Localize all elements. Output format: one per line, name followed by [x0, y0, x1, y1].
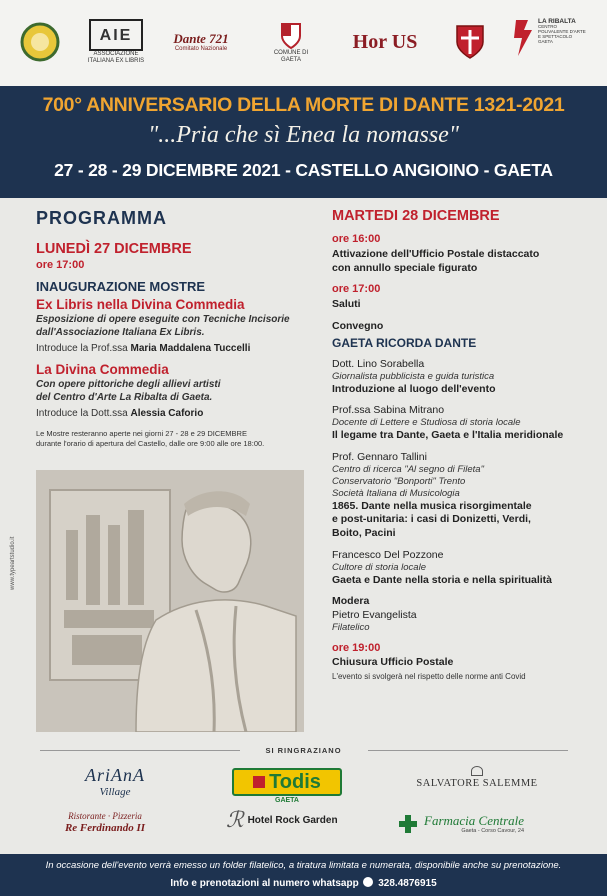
aie-caption: ASSOCIAZIONE ITALIANA EX LIBRIS: [87, 51, 145, 64]
rock-garden-name: Hotel Rock Garden: [247, 814, 338, 826]
speaker-tallini: [332, 451, 594, 541]
speaker-2-role: Docente di Lettere e Studiosa di storia locale: [332, 417, 521, 429]
speaker-3-name: Prof. Gennaro Tallini: [332, 450, 427, 463]
speaker-3-talk-3: Boito, Pacini: [332, 526, 396, 539]
horus-mark: Hor US: [352, 31, 418, 53]
todis-icon: [253, 776, 265, 788]
divina-commedia-intro-name: Alessia Caforio: [130, 408, 204, 419]
ariana-sub: Village: [99, 785, 131, 798]
divina-commedia-intro-label: Introduce la Dott.ssa: [36, 408, 128, 419]
exhibit-hours-note-1: Le Mostre resteranno aperte nei giorni 27 - 28 e 29 DICEMBRE: [36, 429, 247, 438]
footer-bar: [0, 854, 607, 896]
moderator-name: Pietro Evangelista: [332, 608, 417, 621]
farmacia-name: Farmacia Centrale: [424, 813, 525, 828]
footer-contact-label: Info e prenotazioni al numero whatsapp: [170, 878, 359, 889]
slot-1600-time: ore 16:00: [332, 233, 381, 245]
event-quote: "...Pria che sì Enea la nomasse": [148, 122, 459, 148]
salemme-crest-icon: [471, 766, 483, 776]
dante-721-logo-icon: [168, 18, 234, 66]
speaker-3-role-3: Società Italiana di Musicologia: [332, 487, 460, 499]
horus-logo-icon: [342, 18, 428, 66]
dante-statue-icon: [36, 470, 304, 732]
slot-1700-time: ore 17:00: [332, 283, 381, 296]
sponsor-salemme: [414, 766, 540, 790]
inauguration-heading: INAUGURAZIONE MOSTRE: [36, 279, 205, 294]
logo-strip: [0, 0, 607, 86]
ex-libris-intro: [36, 342, 311, 355]
ex-libris-intro-label: Introduce la Prof.ssa: [36, 343, 128, 354]
divina-commedia-title: La Divina Commedia: [36, 362, 169, 377]
shield-crest-icon: [450, 18, 490, 66]
left-program-column: [36, 208, 311, 449]
day-28-heading: MARTEDI 28 DICEMBRE: [332, 208, 500, 224]
sponsor-ferdinando: [50, 812, 160, 834]
ex-libris-desc-1: Esposizione di opere eseguite con Tecniche Incisorie: [36, 314, 290, 325]
design-credit: www.typeartstudio.it: [10, 536, 16, 590]
la-ribalta-mark: LA RIBALTA: [538, 18, 576, 25]
footer-phone: 328.4876915: [378, 878, 437, 889]
dante-statue-image: [36, 470, 304, 732]
day-27-time: ore 17:00: [36, 259, 85, 271]
moderator-role: Filatelico: [332, 621, 370, 633]
sponsor-rock-garden: [226, 808, 356, 832]
right-program-column: [332, 208, 594, 682]
conference-block: [332, 320, 594, 350]
speaker-mitrano: [332, 404, 594, 443]
speaker-2-name: Prof.ssa Sabina Mitrano: [332, 404, 445, 417]
speaker-3-talk-1: 1865. Dante nella musica risorgimentale: [332, 499, 532, 512]
dante-721-mark: Dante 721: [173, 30, 229, 46]
todis-name: Todis: [269, 771, 321, 793]
day-27-heading: LUNEDÌ 27 DICEMBRE: [36, 241, 192, 257]
speaker-3-role-1: Centro di ricerca "Al segno di Fileta": [332, 463, 484, 475]
covid-note: L'evento si svolgerà nel rispetto delle norme anti Covid: [332, 672, 526, 682]
ferdinando-line-2: Re Ferdinando II: [64, 821, 146, 834]
speaker-sorabella: [332, 358, 594, 397]
gaeta-caption: COMUNE DI GAETA: [273, 50, 309, 63]
event-title: 700° ANNIVERSARIO DELLA MORTE DI DANTE 1321-2021: [42, 94, 565, 116]
slot-1900-time: ore 19:00: [332, 641, 381, 654]
speaker-3-role-2: Conservatorio "Bonporti" Trento: [332, 475, 466, 487]
ex-libris-intro-name: Maria Maddalena Tuccelli: [130, 343, 251, 354]
ex-libris-desc-2: dall'Associazione Italiana Ex Libris.: [36, 326, 205, 338]
speaker-1-talk: Introduzione al luogo dell'evento: [332, 382, 496, 395]
speaker-del-pozzone: [332, 549, 594, 588]
la-ribalta-logo-icon: [510, 18, 590, 66]
footer-folder-note: In occasione dell'evento verrà emesso un folder filatelico, a tiratura limitata e numerata, disponibile anche su prenotazione.: [45, 860, 562, 871]
sponsor-ariana: [72, 766, 158, 798]
slot-1600: [332, 233, 594, 275]
ex-libris-title: Ex Libris nella Divina Commedia: [36, 297, 245, 312]
closing-text: Chiusura Ufficio Postale: [332, 655, 454, 668]
moderator-label: Modera: [332, 595, 370, 608]
aie-logo-icon: [86, 18, 146, 66]
divina-commedia-desc-2: del Centro d'Arte La Ribalta di Gaeta.: [36, 391, 213, 403]
postal-office-text-1: Attivazione dell'Ufficio Postale distaccato: [332, 248, 540, 260]
postal-office-text-2: con annullo speciale figurato: [332, 261, 478, 274]
sponsor-farmacia: [398, 814, 548, 834]
title-banner: [0, 86, 607, 198]
conference-label: Convegno: [332, 319, 384, 332]
program-title: PROGRAMMA: [36, 208, 167, 228]
speaker-1-role: Giornalista pubblicista e guida turistica: [332, 370, 495, 382]
footer-contact: [0, 877, 607, 889]
ferdinando-line-1: Ristorante · Pizzeria: [68, 811, 142, 821]
speaker-4-talk: Gaeta e Dante nella storia e nella spiritualità: [332, 573, 552, 586]
event-dates: 27 - 28 - 29 DICEMBRE 2021 - CASTELLO ANGIOINO - GAETA: [54, 160, 553, 180]
la-ribalta-caption: CENTRO POLIVALENTE D'ARTE E SPETTACOLO GAETA: [538, 24, 586, 44]
slot-1700: [332, 283, 594, 312]
salemme-name: SALVATORE SALEMME: [416, 778, 538, 789]
divina-commedia-intro: [36, 407, 311, 420]
ilca-seal-icon: [18, 18, 62, 66]
moderator-block: [332, 595, 594, 634]
todis-sub: GAETA: [275, 797, 299, 804]
aie-mark: AIE: [89, 19, 143, 51]
gaeta-crest-icon: [266, 18, 316, 66]
speaker-1-name: Dott. Lino Sorabella: [332, 357, 425, 370]
ariana-name: AriAnA: [85, 765, 145, 785]
slot-1900: [332, 642, 594, 683]
saluti-text: Saluti: [332, 298, 361, 311]
rock-garden-logo-icon: ℛ: [226, 807, 244, 832]
farmacia-address: Gaeta - Corso Cavour, 24: [461, 828, 525, 835]
speaker-4-role: Cultore di storia locale: [332, 561, 426, 573]
dante-721-caption: Comitato Nazionale: [174, 45, 228, 52]
thanks-title: SI RINGRAZIANO: [265, 746, 342, 755]
speaker-4-name: Francesco Del Pozzone: [332, 548, 444, 561]
whatsapp-icon: [363, 877, 373, 887]
sponsor-todis: [232, 768, 342, 805]
pharmacy-cross-icon: [398, 814, 418, 834]
speaker-3-talk-2: e post-unitaria: i casi di Donizetti, Verdi,: [332, 513, 531, 526]
divina-commedia-desc-1: Con opere pittoriche degli allievi artisti: [36, 379, 221, 390]
conference-title: GAETA RICORDA DANTE: [332, 335, 477, 350]
exhibit-hours-note-2: durante l'orario di apertura del Castello, dalle ore 9:00 alle ore 18:00.: [36, 438, 265, 448]
speaker-2-talk: Il legame tra Dante, Gaeta e l'Italia meridionale: [332, 429, 564, 442]
